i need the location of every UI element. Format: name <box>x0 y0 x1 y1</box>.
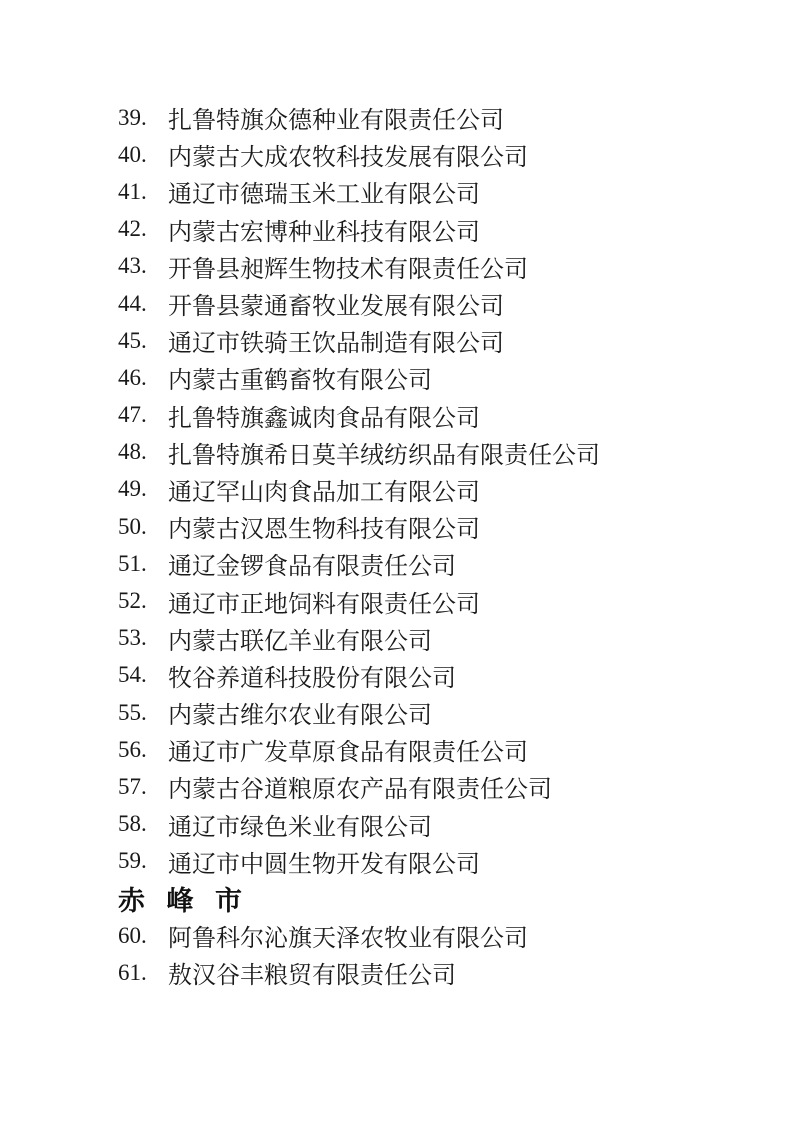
list-item <box>118 136 793 173</box>
list-item <box>118 806 793 843</box>
item-number: 48. <box>118 439 147 465</box>
company-name: 通辽市正地饲料有限责任公司 <box>168 591 480 618</box>
list-item <box>118 99 793 136</box>
list-item <box>118 248 793 285</box>
list-item <box>118 359 793 396</box>
item-number: 54. <box>118 662 147 688</box>
company-name: 通辽罕山肉食品加工有限公司 <box>168 479 480 506</box>
company-name: 内蒙古宏博种业科技有限公司 <box>168 219 480 246</box>
item-number: 50. <box>118 513 147 539</box>
company-name: 内蒙古汉恩生物科技有限公司 <box>168 517 480 544</box>
list-item <box>118 917 793 954</box>
item-number: 40. <box>118 141 147 167</box>
item-number: 55. <box>118 699 147 725</box>
item-number: 51. <box>118 550 147 576</box>
list-item <box>118 471 793 508</box>
item-number: 58. <box>118 811 147 837</box>
section-header-text: 赤 峰 市 <box>118 886 244 917</box>
item-number: 52. <box>118 588 147 614</box>
item-number: 45. <box>118 327 147 353</box>
item-number: 42. <box>118 216 147 242</box>
item-number: 44. <box>118 290 147 316</box>
list-item <box>118 843 793 880</box>
company-name: 内蒙古谷道粮原农产品有限责任公司 <box>168 777 552 804</box>
item-number: 57. <box>118 773 147 799</box>
item-number: 56. <box>118 736 147 762</box>
company-name: 开鲁县昶辉生物技术有限责任公司 <box>168 256 528 283</box>
item-number: 46. <box>118 364 147 390</box>
company-name: 阿鲁科尔沁旗天泽农牧业有限公司 <box>168 926 528 953</box>
list-item <box>118 582 793 619</box>
company-name: 牧谷养道科技股份有限公司 <box>168 665 456 692</box>
company-name: 通辽市绿色米业有限公司 <box>168 814 432 841</box>
company-name: 内蒙古联亿羊业有限公司 <box>168 628 432 655</box>
list-item <box>118 173 793 210</box>
company-name: 通辽市中圆生物开发有限公司 <box>168 851 480 878</box>
company-name: 扎鲁特旗众德种业有限责任公司 <box>168 108 504 135</box>
list-item <box>118 434 793 471</box>
company-name: 通辽市德瑞玉米工业有限公司 <box>168 182 480 209</box>
list-item <box>118 620 793 657</box>
company-name: 通辽市铁骑王饮品制造有限公司 <box>168 331 504 358</box>
list-item <box>118 211 793 248</box>
item-number: 49. <box>118 476 147 502</box>
item-number: 43. <box>118 253 147 279</box>
company-name: 扎鲁特旗鑫诚肉食品有限公司 <box>168 405 480 432</box>
list-item <box>118 954 793 991</box>
company-name: 敖汉谷丰粮贸有限责任公司 <box>168 963 456 990</box>
item-number: 47. <box>118 402 147 428</box>
item-number: 39. <box>118 104 147 130</box>
item-number: 41. <box>118 178 147 204</box>
company-name: 内蒙古维尔农业有限公司 <box>168 703 432 730</box>
company-name: 通辽市广发草原食品有限责任公司 <box>168 740 528 767</box>
list-item <box>118 657 793 694</box>
list-item <box>118 285 793 322</box>
list-item <box>118 694 793 731</box>
company-name: 扎鲁特旗希日莫羊绒纺织品有限责任公司 <box>168 442 600 469</box>
company-name: 内蒙古大成农牧科技发展有限公司 <box>168 145 528 172</box>
item-number: 60. <box>118 922 147 948</box>
company-name: 内蒙古重鹤畜牧有限公司 <box>168 368 432 395</box>
list-item <box>118 322 793 359</box>
list-item <box>118 731 793 768</box>
company-name: 开鲁县蒙通畜牧业发展有限公司 <box>168 294 504 321</box>
item-number: 53. <box>118 625 147 651</box>
list-item <box>118 768 793 805</box>
item-number: 61. <box>118 959 147 985</box>
section-header <box>118 880 793 917</box>
list-item <box>118 508 793 545</box>
list-item <box>118 397 793 434</box>
item-number: 59. <box>118 848 147 874</box>
company-name: 通辽金锣食品有限责任公司 <box>168 554 456 581</box>
list-item <box>118 545 793 582</box>
